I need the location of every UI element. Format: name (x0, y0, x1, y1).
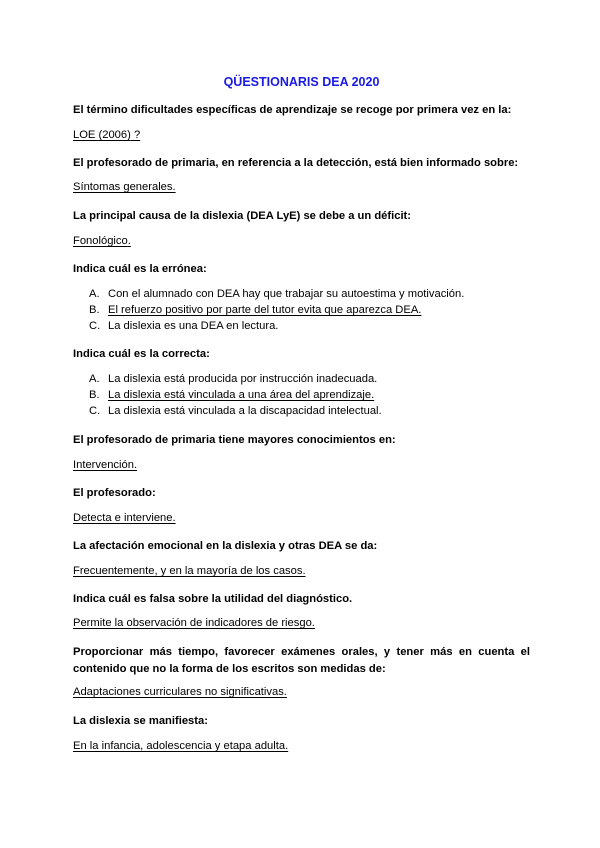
question-7: El profesorado: (73, 487, 156, 499)
option-5c: C. La dislexia está vinculada a la discapacidad intelectual. (89, 405, 382, 417)
answer-7: Detecta e interviene. (73, 512, 176, 524)
option-4b: B. El refuerzo positivo por parte del tutor evita que aparezca DEA. (89, 304, 422, 316)
question-11: La dislexia se manifiesta: (73, 715, 208, 727)
question-1: El término dificultades específicas de aprendizaje se recoge por primera vez en la: (73, 104, 512, 116)
answer-9: Permite la observación de indicadores de riesgo. (73, 617, 315, 629)
question-6: El profesorado de primaria tiene mayores conocimientos en: (73, 434, 396, 446)
question-2: El profesorado de primaria, en referencia a la detección, está bien informado sobre: (73, 157, 519, 169)
option-5a: A. La dislexia está producida por instrucción inadecuada. (89, 373, 378, 385)
option-5b: B. La dislexia está vinculada a una área del aprendizaje. (89, 389, 375, 401)
answer-1: LOE (2006) ? (73, 129, 141, 141)
answer-10: Adaptaciones curriculares no significativas. (73, 686, 287, 698)
question-10: Proporcionar más tiempo, favorecer exámenes orales, y tener más en cuenta el contenido que no la forma de los escritos son medidas de: (73, 646, 530, 675)
answer-3: Fonológico. (73, 235, 131, 247)
answer-2: Síntomas generales. (73, 181, 176, 193)
document-title: QÜESTIONARIS DEA 2020 (223, 75, 380, 89)
question-4: Indica cuál es la errónea: (73, 263, 207, 275)
question-8: La afectación emocional en la dislexia y otras DEA se da: (73, 540, 378, 552)
answer-8: Frecuentemente, y en la mayoría de los casos. (73, 565, 306, 577)
question-5: Indica cuál es la correcta: (73, 348, 210, 360)
answer-11: En la infancia, adolescencia y etapa adulta. (73, 740, 289, 752)
option-4a: A. Con el alumnado con DEA hay que trabajar su autoestima y motivación. (89, 288, 465, 300)
question-9: Indica cuál es falsa sobre la utilidad del diagnóstico. (73, 593, 353, 605)
answer-6: Intervención. (73, 459, 138, 471)
option-4c: C. La dislexia es una DEA en lectura. (89, 320, 279, 332)
question-3: La principal causa de la dislexia (DEA LyE) se debe a un déficit: (73, 210, 412, 222)
